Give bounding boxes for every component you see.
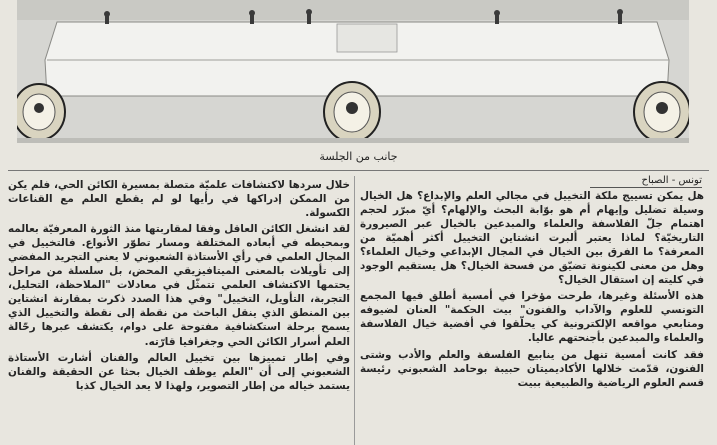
paragraph: هذه الأسئلة وغيرها، طرحت مؤخرا في أمسية أطلق فيها المجمع التونسي للعلوم والآداب والفنون" بيت الحكمة" العنان لضيوفه ومتابعي مواقعه الإلكترونية كي يحلّقوا في أفضية خيال الفلاسفة والعلماء والمبدعين بأجنحتهم عاليا.: [360, 290, 704, 345]
article-column-left: [8, 178, 350, 395]
photo-illustration: [17, 0, 689, 143]
paragraph: خلال سردها لاكتشافات علميّة متصلة بمسيرة الكائن الحي، فلم يكن من الممكن إدراكها في رأيها لو لم يقطع العلم مع القناعات الكسولة.: [8, 179, 350, 220]
paragraph: فقد كانت أمسية تنهل من ينابيع الفلسفة والعلم والأدب وشتى الفنون، قدّمت خلالها الأكاديميتان حبيبة بوحامد الشعبوني رئيسة قسم العلوم الرياضية والطبيعية ببيت: [360, 348, 704, 389]
exhibition-hall-photo: [17, 0, 689, 143]
paragraph: وفي إطار تمييزها بين تخييل العالم والفنان أشارت الأستاذة الشعبوني إلى أن "العلم يوظف الخيال بحثا عن الحقيقة والفنان يستمد خياله من إطار التصوير، ولهذا لا يعد الخيال كذبا: [8, 351, 350, 392]
column-divider: [354, 176, 355, 445]
paragraph: هل يمكن تسييج ملكة التخييل في مجالي العلم والإبداع؟ هل الخيال وسيلة تضليل وإيهام أم هو بوّابة البحث والإلهام؟ أيّ مبرّر لحجم اهتمام جلّ الفلاسفة والعلماء والمبدعين بالخيال عبر الصيرورة التاريخيّة؟ لماذا يعتبر ألبرت انشتاين التخييل أكثر أهميّة من المعرفة؟ ما الفرق بين الخيال في المجال الإبداعي وخيال العلماء؟ وهل من معنى لكينونة تضيّق من فسحة الخيال؟ هل يستقيم الوجود في كليته إن استقال الخيال؟: [360, 190, 704, 287]
dateline: تونس - الصباح: [590, 175, 702, 188]
article-column-right: [360, 189, 704, 392]
section-divider: [8, 170, 709, 171]
paragraph: لقد انشغل الكائن العاقل وفقا لمقاربتها منذ الثورة المعرفيّة بعالمه وبمحيطه في أبعاده المختلفة ومسار تطوّر الأنواع. فالتخييل في المجال العلمي في رأي الأستاذة الشعبوني لا يعني التجريد المفضي إلى تأويلات بالمعنى الميتافيزيقي المحض، بل سلسلة من مراحل يحتمها الاكتشاف العلمي تتمثّل في معادلات "الملاحظة، التحليل، التجربة، التأويل، التخييل" وفي هذا الصدد ذكرت بمقارنة انشتاين بين المنطق الذي ينقل الباحث من نقطة إلى نقطة والتخييل الذي يسمح برحلة استكشافية مفتوحة على دوام، يكتشف عبرها رحّالة العلم أسرار الكائن الحي وجغرافيا قارّته.: [8, 223, 350, 348]
photo-caption: جانب من الجلسة: [319, 150, 398, 163]
